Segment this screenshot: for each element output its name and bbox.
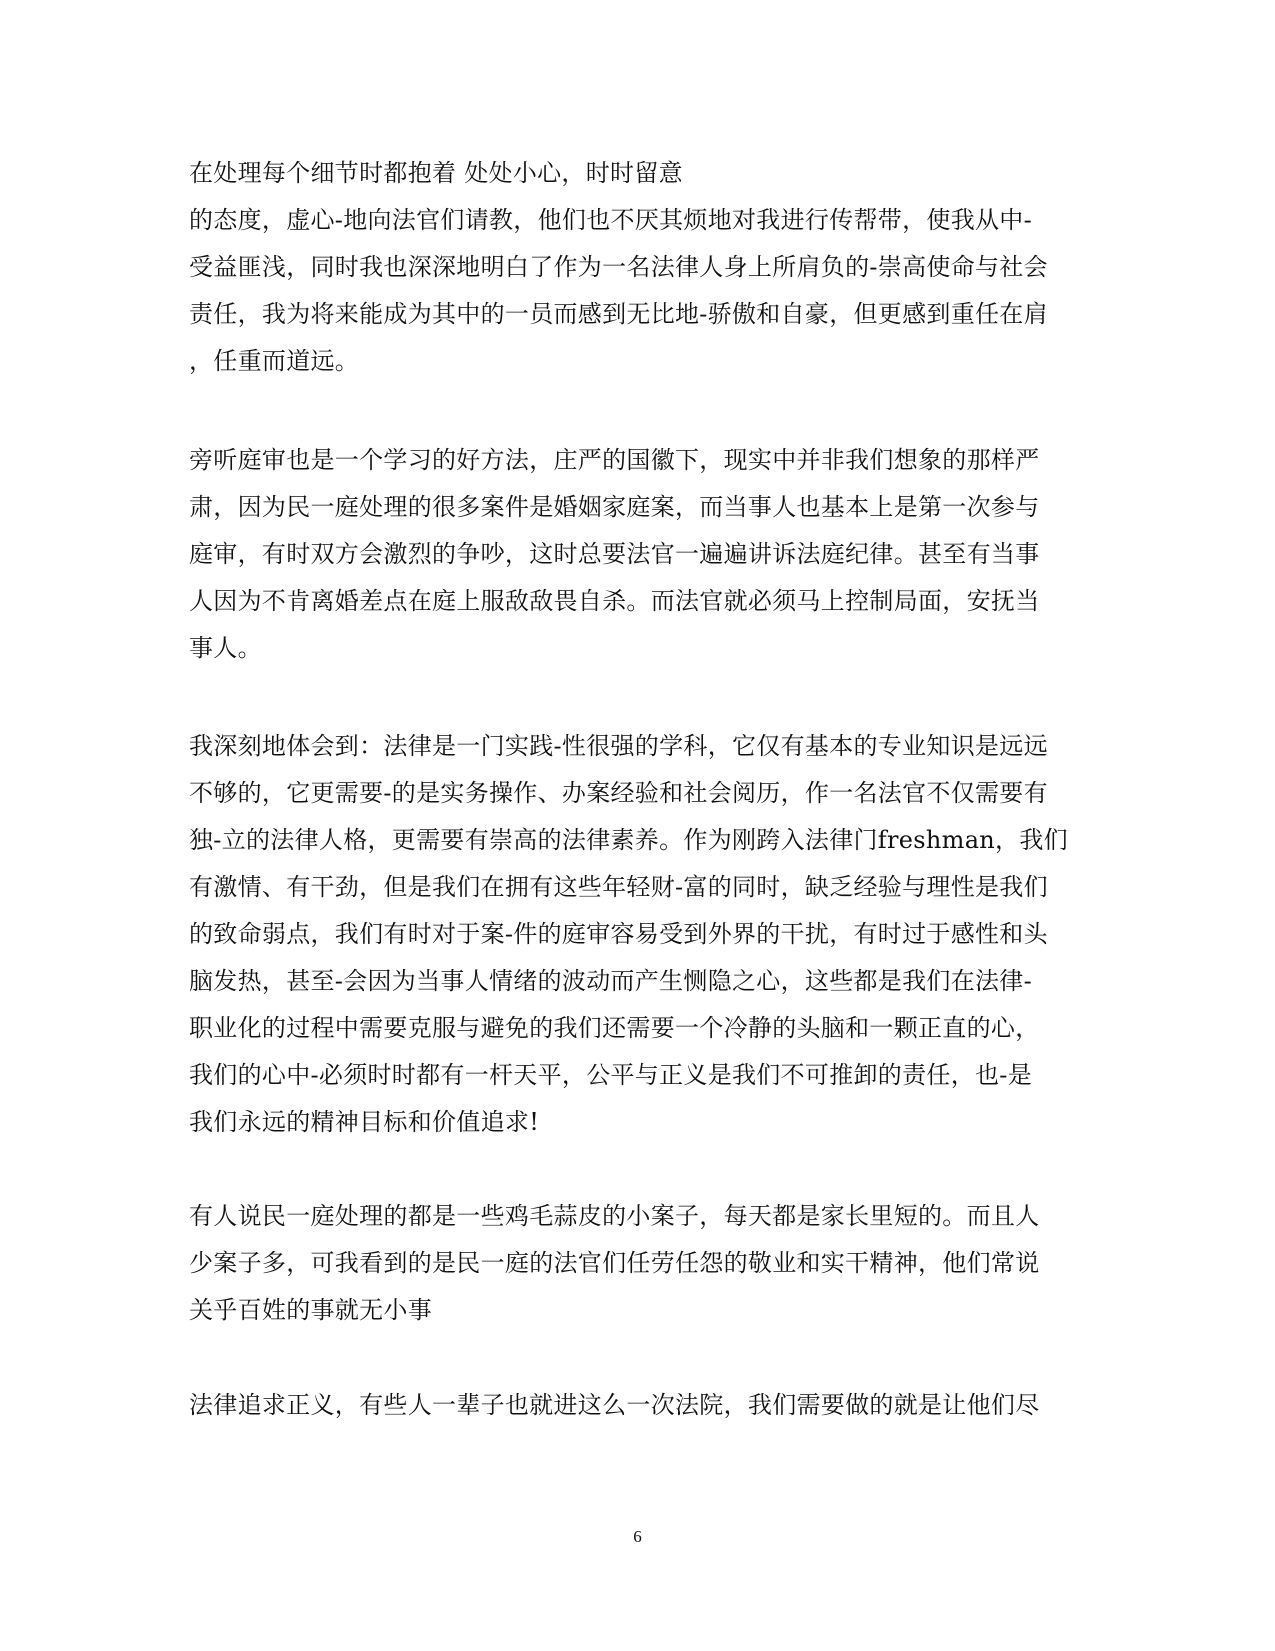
text-line: 人因为不肯离婚差点在庭上服敌敌畏自杀。而法官就必须马上控制局面，安抚当 bbox=[189, 587, 1040, 615]
text-line: 肃，因为民一庭处理的很多案件是婚姻家庭案，而当事人也基本上是第一次参与 bbox=[189, 493, 1040, 521]
text-line: 我深刻地体会到：法律是一门实践-性很强的学科，它仅有基本的专业知识是远远 bbox=[189, 732, 1048, 760]
text-line: ，任重而道远。 bbox=[189, 347, 360, 375]
text-line: 有人说民一庭处理的都是一些鸡毛蒜皮的小案子，每天都是家长里短的。而且人 bbox=[189, 1202, 1040, 1230]
text-line: 庭审，有时双方会激烈的争吵，这时总要法官一遍遍讲诉法庭纪律。甚至有当事 bbox=[189, 540, 1040, 568]
text-line: 我们永远的精神目标和价值追求! bbox=[189, 1108, 540, 1136]
text-line: 有激情、有干劲，但是我们在拥有这些年轻财-富的同时，缺乏经验与理性是我们 bbox=[189, 873, 1048, 901]
text-line: 我们的心中-必须时时都有一杆天平，公平与正义是我们不可推卸的责任，也-是 bbox=[189, 1061, 1033, 1089]
text-line: 事人。 bbox=[189, 634, 262, 662]
text-line: 不够的，它更需要-的是实务操作、办案经验和社会阅历，作一名法官不仅需要有 bbox=[189, 779, 1048, 807]
text-line: 脑发热，甚至-会因为当事人情绪的波动而产生恻隐之心，这些都是我们在法律- bbox=[189, 967, 1033, 995]
text-line: 职业化的过程中需要克服与避免的我们还需要一个冷静的头脑和一颗正直的心， bbox=[189, 1014, 1040, 1042]
text-line: 旁听庭审也是一个学习的好方法，庄严的国徽下，现实中并非我们想象的那样严 bbox=[189, 446, 1040, 474]
text-line: 在处理每个细节时都抱着 处处小心，时时留意 bbox=[189, 159, 683, 187]
text-line: 责任，我为将来能成为其中的一员而感到无比地-骄傲和自豪，但更感到重任在肩 bbox=[189, 300, 1048, 328]
page-number: 6 bbox=[633, 1527, 642, 1546]
text-line: 关乎百姓的事就无小事 bbox=[189, 1296, 432, 1324]
text-line: 的态度，虚心-地向法官们请教，他们也不厌其烦地对我进行传帮带，使我从中- bbox=[189, 206, 1033, 234]
text-line: 的致命弱点，我们有时对于案-件的庭审容易受到外界的干扰，有时过于感性和头 bbox=[189, 920, 1048, 948]
text-line: 法律追求正义，有些人一辈子也就进这么一次法院，我们需要做的就是让他们尽 bbox=[189, 1391, 1040, 1419]
text-line: 独-立的法律人格，更需要有崇高的法律素养。作为刚跨入法律门freshman，我们 bbox=[189, 826, 1068, 854]
text-line: 受益匪浅，同时我也深深地明白了作为一名法律人身上所肩负的-崇高使命与社会 bbox=[189, 253, 1048, 281]
text-line: 少案子多，可我看到的是民一庭的法官们任劳任怨的敬业和实干精神，他们常说 bbox=[189, 1249, 1040, 1277]
